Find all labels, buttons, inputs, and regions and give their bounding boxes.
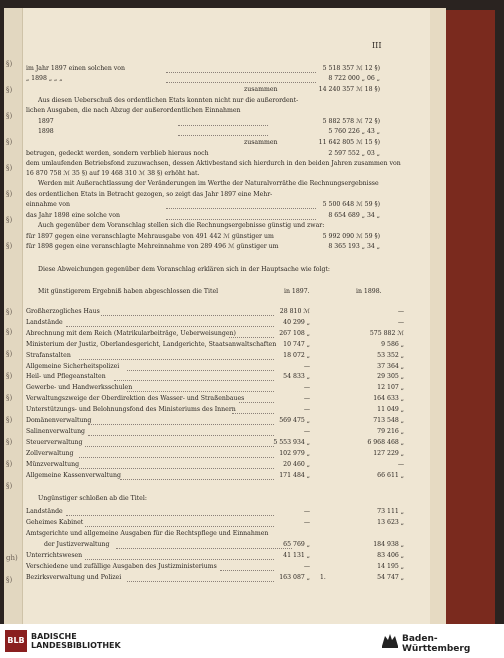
intro-line-14: das Jahr 1898 eine solche von (26, 212, 121, 219)
favorable-row-label: Münzverwaltung (26, 461, 80, 468)
favorable-row-1897: 18 072 „ (283, 352, 310, 359)
intro-line-9: dem umlaufenden Betriebsfond zuzuwachsen, dessen Aktivbestand sich hierdurch in den beiden Jahren zusammen von (26, 160, 401, 167)
favorable-row-1897: — (303, 384, 310, 391)
favorable-row-1898: 53 352 „ (377, 352, 404, 359)
intro-amount-1: 8 722 000 „ 06 „ (328, 75, 380, 82)
favorable-row-label: Landstände (26, 319, 63, 326)
dot-leader (79, 456, 274, 458)
favorable-row-label: Heil- und Pflegeanstalten (26, 373, 106, 380)
intro-amount-13: 5 500 648 ℳ 59 §) (322, 201, 380, 208)
favorable-row-1898: 127 229 „ (373, 450, 404, 457)
margin-mark: §) (6, 328, 13, 336)
unfavorable-row-1897: 65 769 „ (283, 541, 310, 548)
dot-leader (79, 467, 274, 469)
bottom-mark: 1. (320, 574, 326, 581)
margin-mark: §) (6, 190, 13, 198)
margin-mark: §) (6, 482, 13, 490)
footer-bar (0, 624, 504, 658)
page-number: III (372, 41, 382, 50)
favorable-row-1898: — (397, 308, 404, 315)
unfavorable-row-label: Unterrichtswesen (26, 552, 83, 559)
favorable-row-label: Unterstützungs- und Belohnungsfond des Ministeriums des Innern (26, 406, 236, 413)
unfavorable-row-label: Geheimes Kabinet (26, 519, 84, 526)
favorable-row-1898: 29 305 „ (377, 373, 404, 380)
margin-mark: §) (6, 164, 13, 172)
favorable-row-1897: — (303, 363, 310, 370)
favorable-row-1897: 5 553 934 „ (273, 439, 310, 446)
favorable-row-1897: — (303, 406, 310, 413)
intro-amount-7: 11 642 805 ℳ 15 §) (318, 139, 380, 146)
dot-leader (66, 325, 274, 327)
baden-wuerttemberg-name: Baden-Württemberg (402, 634, 471, 654)
intro-line-6: 1898 (38, 128, 54, 135)
intro-amount-8: 2 597 552 „ 03 „ (328, 150, 380, 157)
favorable-row-1897: 171 484 „ (279, 472, 310, 479)
intro-amount-17: 8 365 193 „ 34 „ (328, 243, 380, 250)
margin-mark: §) (6, 308, 13, 316)
favorable-row-1897: 54 833 „ (283, 373, 310, 380)
dot-leader (166, 81, 316, 83)
favorable-row-label: Abrechnung mit dem Reich (Matrikularbeiträge, Ueberweisungen) (26, 330, 236, 337)
favorable-row-label: Ministerium der Justiz, Oberlandesgericht, Landgerichte, Staatsanwaltschaften (26, 341, 277, 348)
intro-amount-14: 8 654 689 „ 34 „ (328, 212, 380, 219)
margin-mark: §) (6, 86, 13, 94)
favorable-row-label: Gewerbe- und Handwerksschulen (26, 384, 133, 391)
favorable-row-1897: 102 979 „ (279, 450, 310, 457)
intro-line-3: Aus diesen Ueberschuß des ordentlichen Etats konnten nicht nur die außerordent- (38, 97, 299, 104)
favorable-row-1898: — (397, 319, 404, 326)
intro-line-16: für 1897 gegen eine veranschlagte Mehrausgabe von 491 442 ℳ günstiger um (26, 233, 274, 240)
unfavorable-row-1897: — (303, 519, 310, 526)
document-page (4, 8, 430, 624)
intro-amount-5: 5 882 578 ℳ 72 §) (322, 118, 380, 125)
favorable-row-1897: 20 460 „ (283, 461, 310, 468)
unfavorable-row-1898: 54 747 „ (377, 574, 404, 581)
favorable-row-1898: 11 049 „ (377, 406, 404, 413)
margin-mark: §) (6, 138, 13, 146)
favorable-row-1898: 164 633 „ (373, 395, 404, 402)
unfavorable-row-label: der Justizverwaltung (44, 541, 110, 548)
margin-mark: §) (6, 416, 13, 424)
blb-logo: BLB (5, 630, 27, 652)
column-header-1898: in 1898. (356, 288, 382, 295)
blb-name-line2: LANDESBIBLIOTHEK (31, 641, 121, 650)
favorable-row-label: Salinenverwaltung (26, 428, 86, 435)
dot-leader (166, 207, 316, 209)
margin-mark: gh) (6, 554, 18, 562)
dot-leader (88, 434, 274, 436)
intro-line-10: 16 870 758 ℳ 35 §) auf 19 468 310 ℳ 38 §) erhöht hat. (26, 170, 200, 177)
baden-wuerttemberg-lions-icon (381, 632, 399, 648)
unfavorable-row-1898: 14 195 „ (377, 563, 404, 570)
favorable-row-1897: 10 747 „ (283, 341, 310, 348)
favorable-row-1897: 28 810 ℳ (279, 308, 310, 315)
intro-line-7: zusammen (244, 139, 278, 146)
intro-amount-16: 5 992 090 ℳ 59 §) (322, 233, 380, 240)
favorable-row-label: Großherzogliches Haus (26, 308, 100, 315)
column-header-1897: in 1897. (284, 288, 310, 295)
dot-leader (85, 445, 274, 447)
intro-amount-6: 5 760 226 „ 43 „ (328, 128, 380, 135)
unfavorable-row-1897: 41 131 „ (283, 552, 310, 559)
intro-line-2: zusammen (244, 86, 278, 93)
margin-strip (4, 8, 23, 624)
unfavorable-row-label: Verschiedene und zufällige Ausgaben des Justizministeriums (26, 563, 217, 570)
favorable-row-1898: 12 107 „ (377, 384, 404, 391)
blb-name (31, 632, 141, 650)
margin-mark: §) (6, 576, 13, 584)
unfavorable-row-1897: 163 087 „ (279, 574, 310, 581)
favorable-row-1897: 40 299 „ (283, 319, 310, 326)
favorable-row-1898: 79 216 „ (377, 428, 404, 435)
intro-line-15: Auch gegenüber dem Voranschlag stellen sich die Rechnungsergebnisse günstig und zwar: (38, 222, 325, 229)
margin-mark: §) (6, 460, 13, 468)
blb-name-line1: BADISCHE (31, 632, 77, 641)
margin-mark: §) (6, 394, 13, 402)
intro-line-4: lichen Ausgaben, die nach Abzug der außerordentlichen Einnahmen (26, 107, 241, 114)
favorable-header: Mit günstigerem Ergebniß haben abgeschlossen die Titel (38, 288, 219, 295)
favorable-row-1898: 713 548 „ (373, 417, 404, 424)
dot-leader (79, 358, 274, 360)
unfavorable-row-1898: 73 111 „ (377, 508, 404, 515)
unfavorable-row-label: Landstände (26, 508, 63, 515)
unfavorable-row-1897: — (303, 563, 310, 570)
favorable-row-1898: 9 586 „ (381, 341, 404, 348)
favorable-row-1898: 37 364 „ (377, 363, 404, 370)
margin-mark: §) (6, 350, 13, 358)
margin-mark: §) (6, 60, 13, 68)
intro-line-1: „ 1898 „ „ „ (26, 75, 63, 82)
dot-leader (66, 514, 274, 516)
dot-leader (178, 134, 268, 136)
intro-line-5: 1897 (38, 118, 54, 125)
dot-leader (166, 71, 316, 73)
dot-leader (85, 558, 274, 560)
margin-mark: §) (6, 438, 13, 446)
margin-mark: §) (6, 216, 13, 224)
intro-line-8: betrugen, gedeckt werden, sondern verblieb hieraus noch (26, 150, 209, 157)
intro-line-0: im Jahr 1897 einen solchen von (26, 65, 125, 72)
dot-leader (85, 525, 274, 527)
favorable-row-1897: — (303, 395, 310, 402)
favorable-row-1898: 6 968 468 „ (367, 439, 404, 446)
favorable-row-label: Allgemeine Sicherheitspolizei (26, 363, 120, 370)
intro-line-12: des ordentlichen Etats in Betracht gezogen, so zeigt das Jahr 1897 eine Mehr- (26, 191, 273, 198)
dot-leader (88, 423, 274, 425)
favorable-row-label: Domänenverwaltung (26, 417, 92, 424)
margin-mark: §) (6, 112, 13, 120)
favorable-row-label: Strafanstalten (26, 352, 71, 359)
favorable-row-label: Verwaltungszweige der Oberdirektion des Wasser- und Straßenbaues (26, 395, 245, 402)
favorable-row-1897: — (303, 428, 310, 435)
intro-line-13: einnahme von (26, 201, 70, 208)
favorable-row-label: Zollverwaltung (26, 450, 74, 457)
book-cover-edge (443, 10, 495, 624)
favorable-row-1898: 575 882 ℳ (369, 330, 404, 337)
favorable-row-1898: 66 611 „ (377, 472, 404, 479)
margin-mark: §) (6, 372, 13, 380)
unfavorable-row-1898: 13 623 „ (377, 519, 404, 526)
section-lead: Diese Abweichungen gegenüber dem Voranschlag erklären sich in der Hauptsache wie folgt: (38, 266, 331, 273)
intro-line-11: Werden mit Außerachtlassung der Veränderungen im Werthe der Naturalvorräthe die Rechnungsergebnisse (38, 180, 379, 187)
dot-leader (178, 124, 268, 126)
dot-leader (101, 314, 274, 316)
unfavorable-row-1898: 83 406 „ (377, 552, 404, 559)
margin-mark: §) (6, 242, 13, 250)
favorable-row-label: Allgemeine Kassenverwaltung (26, 472, 121, 479)
unfavorable-row-label: Amtsgerichte und allgemeine Ausgaben für die Rechtspflege und Einnahmen (26, 530, 269, 537)
intro-line-17: für 1898 gegen eine veranschlagte Mehreinnahme von 289 496 ℳ günstiger um (26, 243, 279, 250)
intro-amount-2: 14 240 357 ℳ 18 §) (318, 86, 380, 93)
unfavorable-row-1897: — (303, 508, 310, 515)
unfavorable-row-label: Bezirksverwaltung und Polizei (26, 574, 122, 581)
unfavorable-header: Ungünstiger schloßen ab die Titel: (38, 495, 147, 502)
favorable-row-1897: 569 475 „ (279, 417, 310, 424)
favorable-row-label: Steuerverwaltung (26, 439, 83, 446)
dot-leader (166, 218, 316, 220)
favorable-row-1897: 267 108 „ (279, 330, 310, 337)
favorable-row-1898: — (397, 461, 404, 468)
intro-amount-0: 5 518 357 ℳ 12 §) (322, 65, 380, 72)
unfavorable-row-1898: 184 938 „ (373, 541, 404, 548)
